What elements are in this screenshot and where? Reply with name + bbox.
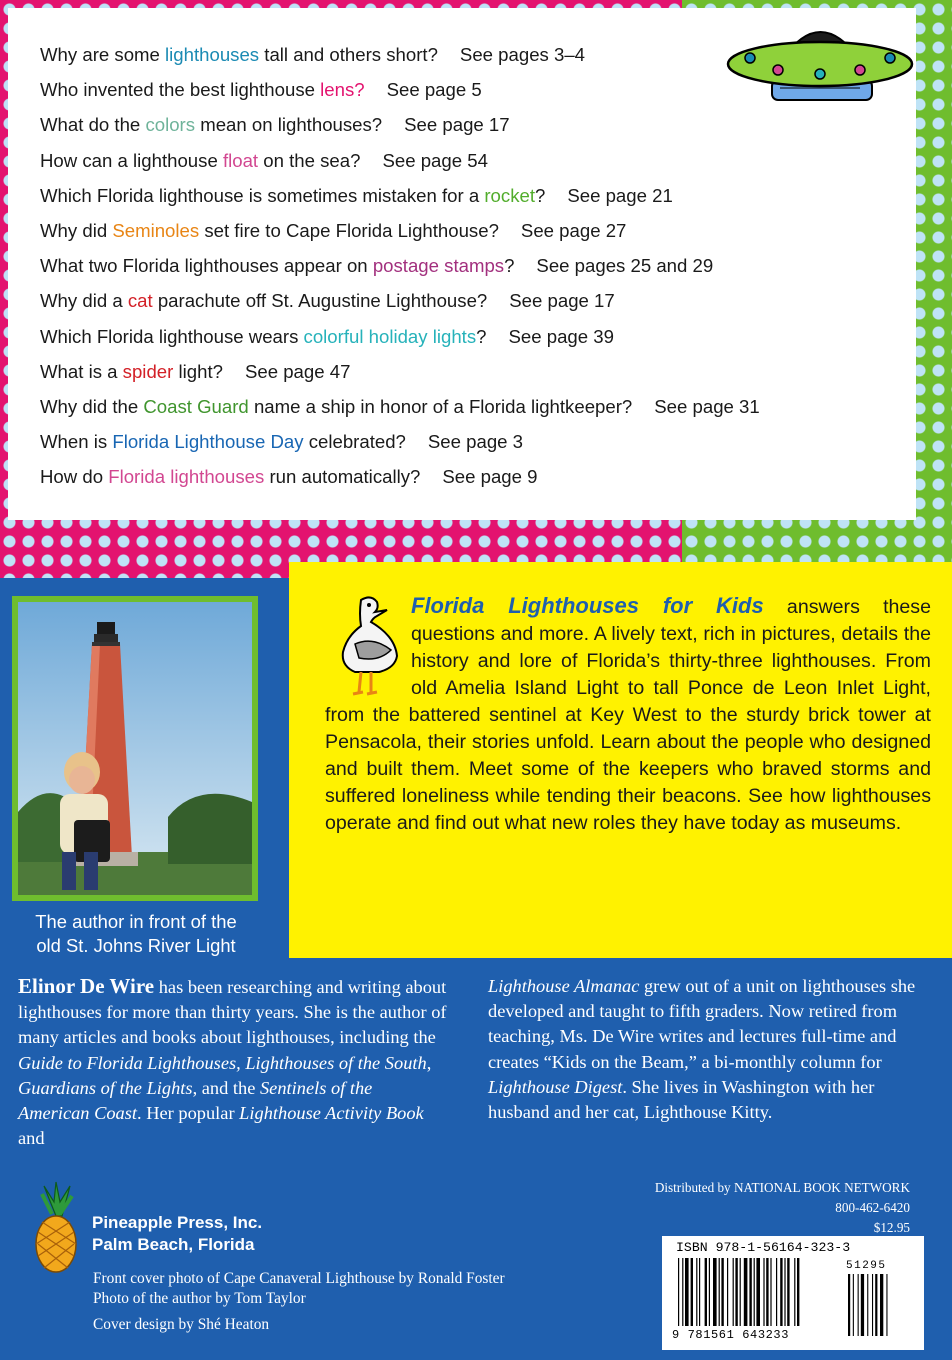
question-text: Why did the [40,396,144,417]
blurb-body: answers these questions and more. A lively text, rich in pictures, details the history and lore of Florida’s thirty-three lighthouses. From old Amelia Island Light to tall Ponce de Leon Inlet Light, from the battered sentinel at Key West to the sturdy brick tower at Pensacola, their stories unfold. Learn about the people who designed and built them. Meet some of the keepers who braved storms and suffered loneliness while tending their beacons. See how lighthouses operate and find out what new roles they have today as museums. [325,596,932,834]
question-line [40,427,523,457]
barcode-bar [780,1258,782,1326]
barcode-bar [784,1258,785,1326]
barcode-bar [770,1258,771,1326]
bio-text: and [18,1128,45,1149]
barcode-bar [749,1258,751,1326]
question-text: What do the [40,114,146,136]
book-title-italic: Guardians of the Lights [18,1077,193,1098]
question-line [40,75,482,105]
question-text: set fire to Cape Florida Lighthouse? [199,220,499,241]
question-highlight: postage stamps [372,255,505,277]
design-credit: Cover design by Shé Heaton [93,1316,270,1333]
question-text: ? [476,325,487,347]
question-line [40,251,713,281]
barcode-bar [713,1258,717,1326]
barcode-bar [766,1258,768,1326]
question-highlight: Coast Guard [143,396,249,417]
barcode-supplement-bar [867,1274,868,1336]
distribution-info [655,1178,910,1238]
page-reference: See page 31 [654,396,760,417]
question-text: How do [40,466,109,488]
caption-line-1: The author in front of the [35,911,237,932]
barcode-bar [719,1258,720,1326]
barcode-bar [696,1258,697,1326]
question-line [40,216,626,246]
question-text: Why did [40,220,113,241]
isbn-text: ISBN 978-1-56164-323-3 [676,1240,851,1255]
bio-text: . Her popular [137,1103,240,1124]
page-reference: See page 39 [508,325,614,347]
distributor: Distributed by NATIONAL BOOK NETWORK [654,1180,910,1195]
author-lighthouse-photo [18,602,252,895]
question-highlight: lens? [320,79,365,101]
question-text: What is a [40,360,123,382]
page-reference: See pages 3–4 [459,44,586,65]
question-text: Which Florida lighthouse is sometimes mistaken for a [40,184,485,206]
question-text: tall and others short? [259,44,438,65]
question-line [40,462,537,492]
question-text: parachute off St. Augustine Lighthouse? [152,290,488,312]
book-title: Florida Lighthouses for Kids [411,593,764,618]
question-highlight: spider [122,360,174,382]
page-reference: See page 27 [520,220,627,241]
barcode-bar [797,1258,799,1326]
question-line [40,110,510,140]
question-text: Which Florida lighthouse wears [40,325,304,347]
question-highlight: cat [127,290,153,312]
barcode-bar [705,1258,707,1326]
barcode-box [662,1236,924,1350]
question-text: light? [173,360,223,382]
barcode-bar [735,1258,737,1326]
barcode-bar [794,1258,795,1326]
pineapple-logo [24,1180,88,1276]
seagull-icon [325,592,411,700]
barcode-supplement-bar [858,1274,859,1336]
page-reference: See page 47 [244,360,351,382]
barcode-bar [754,1258,755,1326]
question-highlight: Florida lighthouses [108,466,265,488]
question-line [40,181,673,211]
distributor-phone: 800-462-6420 [835,1200,910,1215]
page-reference: See page 3 [427,431,524,453]
book-title-italic: Lighthouse Activity Book [239,1103,424,1124]
ufo-icon [720,8,920,120]
barcode-bar [787,1258,789,1326]
book-title-italic: Lighthouse Almanac [488,976,640,996]
question-line [40,146,488,176]
bio-text: grew out of a unit on lighthouses she developed and taught to fifth graders. Now retired from teaching, Ms. De Wire writes and lectures full-time and creates “Kids on the Beam,” a bi-monthly column for [488,976,916,1072]
barcode-supplement-bar [861,1274,864,1336]
caption-line-2: old St. Johns River Light [36,935,236,956]
question-line [40,357,350,387]
barcode-bar [678,1258,679,1326]
question-highlight: lighthouses [165,44,260,65]
barcode-bar [682,1258,683,1326]
barcode-bar [733,1258,734,1326]
publisher-company: Pineapple Press, Inc. [92,1213,263,1232]
bio-left-body [18,977,447,1148]
question-text: run automatically? [264,466,421,488]
barcode-bar [699,1258,700,1326]
page-reference: See pages 25 and 29 [536,255,714,277]
question-line [40,40,585,70]
bio-text: . She lives in Washington with her husband and her cat, Lighthouse Kitty. [488,1076,875,1123]
barcode-bar [763,1258,764,1326]
page-reference: See page 17 [509,290,615,312]
barcode-supplement-bar [875,1274,877,1336]
question-text: What two Florida lighthouses appear on [40,255,373,277]
barcode-bar [756,1258,760,1326]
question-text: on the sea? [258,149,361,171]
question-highlight: Seminoles [112,220,200,241]
question-text: ? [535,184,546,206]
question-text: ? [504,255,515,277]
book-title-italic: Guide to Florida Lighthouses, Lighthouses of the South [18,1052,427,1073]
barcode-bar [740,1258,741,1326]
question-text: Who invented the best lighthouse [40,79,321,101]
barcode-supplement-bar [853,1274,854,1336]
author-name: Elinor De Wire [18,974,155,998]
question-text: name a ship in honor of a Florida lightkeeper? [248,396,633,417]
price: $12.95 [873,1220,910,1235]
question-text: mean on lighthouses? [195,114,383,136]
book-title-italic: Lighthouse Digest [488,1076,623,1097]
barcode-bar [727,1258,728,1326]
barcode-bar [721,1258,723,1326]
question-line [40,322,614,352]
bio-text: , [426,1052,432,1073]
question-line [40,392,760,422]
blurb-text [325,592,931,837]
question-highlight: Florida Lighthouse Day [112,431,304,453]
barcode-supplement-bar [880,1274,883,1336]
question-text: celebrated? [303,431,406,453]
author-photo-credit: Photo of the author by Tom Taylor [93,1290,306,1307]
barcode-supplement-bar [872,1274,873,1336]
page-reference: See page 17 [404,114,510,136]
ean-digits: 9 781561 643233 [672,1328,824,1342]
bio-text: , and the [192,1077,260,1098]
author-bio-left [18,974,448,1151]
barcode-bar [776,1258,777,1326]
barcode-bar [691,1258,693,1326]
barcode-bar [744,1258,748,1326]
question-text: Why are some [40,44,166,65]
price-supplement: 51295 [846,1260,887,1272]
question-highlight: colorful holiday lights [303,325,477,347]
page-reference: See page 54 [382,149,488,171]
question-text: Why did a [40,290,128,312]
question-highlight: float [222,149,259,171]
question-line [40,286,615,316]
cover-photo-credit: Front cover photo of Cape Canaveral Lighthouse by Ronald Foster [93,1270,505,1287]
barcode-supplement-bar [886,1274,887,1336]
question-highlight: rocket [484,184,535,206]
question-highlight: colors [145,114,196,136]
barcode-bar [709,1258,710,1326]
page-reference: See page 9 [442,466,538,488]
author-photo-frame [12,596,258,901]
publisher-city: Palm Beach, Florida [92,1235,255,1254]
page-reference: See page 5 [386,79,482,101]
photo-caption [8,910,264,958]
book-title-italic: Sentinels of the American Coast [18,1077,373,1124]
publisher-name [92,1212,262,1256]
barcode-supplement-bar [848,1274,850,1336]
bio-text: has been researching and writing about lighthouses for more than thirty years. She is the author of many articles and books about lighthouses, including the [18,977,447,1048]
author-bio-right [488,974,920,1125]
page-reference: See page 21 [567,184,673,206]
barcode-bar [685,1258,689,1326]
question-text: When is [40,431,113,453]
question-text: How can a lighthouse [40,149,223,171]
